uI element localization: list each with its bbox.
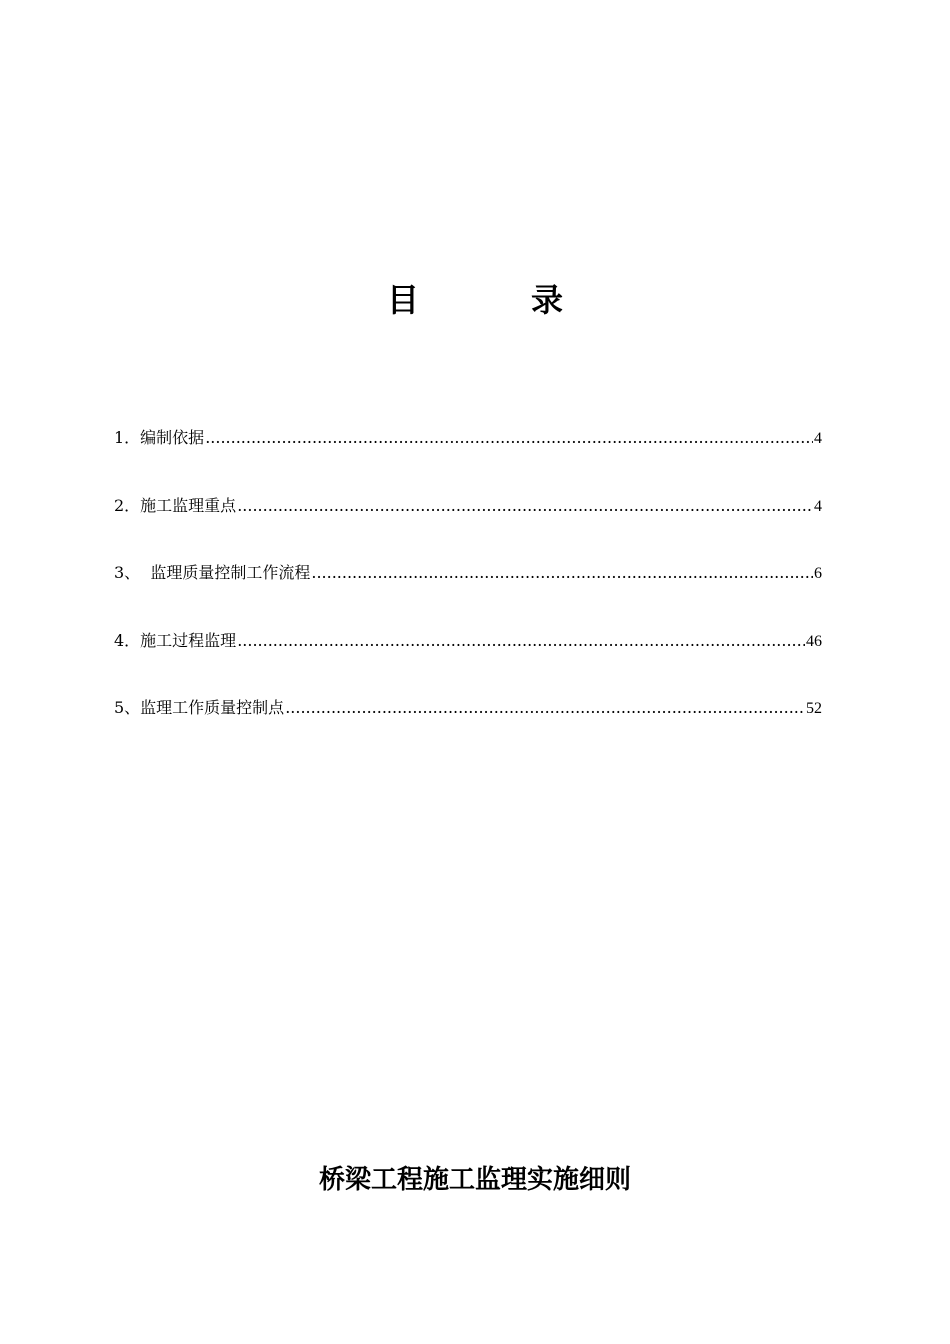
- toc-dot-leader: [311, 560, 813, 586]
- toc-entry[interactable]: [114, 695, 822, 721]
- toc-entry-label: 5、监理工作质量控制点: [114, 698, 285, 717]
- toc-entry-label: 1．编制依据: [114, 428, 205, 447]
- document-title: 桥梁工程施工监理实施细则: [318, 1165, 631, 1195]
- toc-heading: [0, 276, 950, 324]
- toc-entry-page: 6: [814, 565, 822, 582]
- toc-entry[interactable]: [114, 493, 822, 519]
- toc-dot-leader: [285, 695, 805, 721]
- toc-dot-leader: [237, 493, 813, 519]
- toc-entry-page: 4: [814, 430, 822, 447]
- toc-list: [114, 425, 822, 763]
- toc-entry[interactable]: [114, 560, 822, 586]
- toc-heading-char-2: 录: [531, 281, 564, 319]
- toc-dot-leader: [205, 425, 813, 451]
- toc-entry-label: 2．施工监理重点: [114, 495, 237, 515]
- toc-entry-label: 3、 监理质量控制工作流程: [114, 563, 311, 582]
- toc-entry-page: 52: [806, 700, 822, 717]
- toc-heading-char-1: 目: [386, 281, 419, 319]
- toc-entry[interactable]: [114, 425, 822, 451]
- toc-entry-label: 4．施工过程监理: [114, 630, 237, 650]
- toc-dot-leader: [237, 628, 805, 654]
- toc-entry[interactable]: [114, 628, 822, 654]
- toc-entry-page: 4: [814, 497, 822, 515]
- toc-entry-page: 46: [806, 632, 822, 650]
